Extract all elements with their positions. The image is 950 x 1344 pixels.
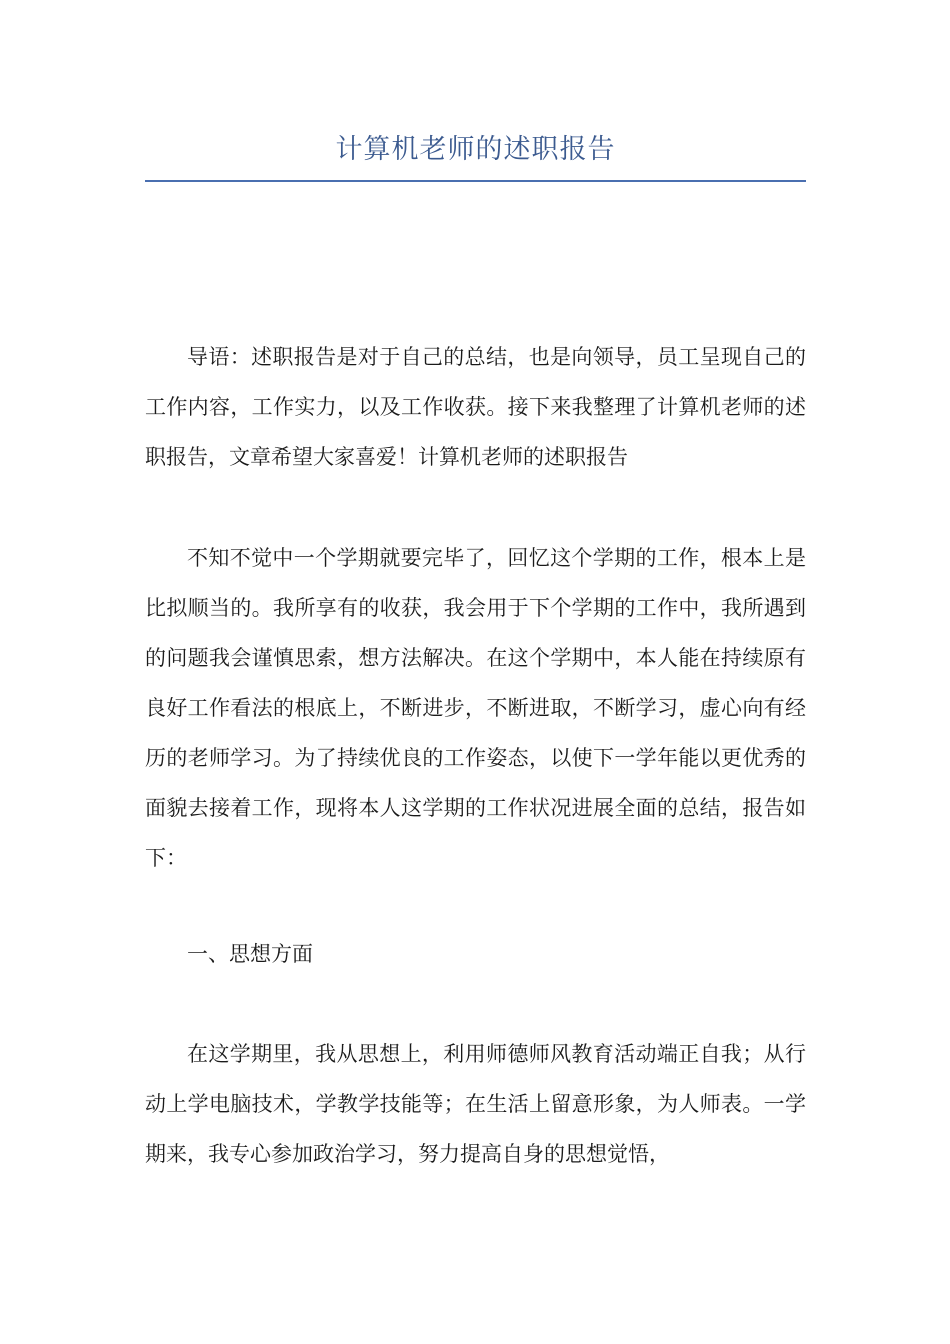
section-paragraph: 在这学期里，我从思想上，利用师德师风教育活动端正自我；从行动上学电脑技术，学教学技能等；在生活上留意形象，为人师表。一学期来，我专心参加政治学习，努力提高自身的思想觉悟， [145, 1042, 806, 1166]
section-heading: 一、思想方面 [187, 942, 313, 966]
body-paragraph: 不知不觉中一个学期就要完毕了，回忆这个学期的工作，根本上是比拟顺当的。我所享有的收获，我会用于下个学期的工作中，我所遇到的问题我会谨慎思索，想方法解决。在这个学期中，本人能在持续原有良好工作看法的根底上，不断进步，不断进取，不断学习，虚心向有经历的老师学习。为了持续优良的工作姿态，以使下一学年能以更优秀的面貌去接着工作，现将本人这学期的工作状况进展全面的总结，报告如下： [145, 546, 806, 870]
title-underline [145, 180, 806, 182]
document-title: 计算机老师的述职报告 [335, 134, 616, 165]
intro-paragraph: 导语：述职报告是对于自己的总结，也是向领导，员工呈现自己的工作内容，工作实力，以及工作收获。接下来我整理了计算机老师的述职报告，文章希望大家喜爱！计算机老师的述职报告 [145, 345, 806, 469]
